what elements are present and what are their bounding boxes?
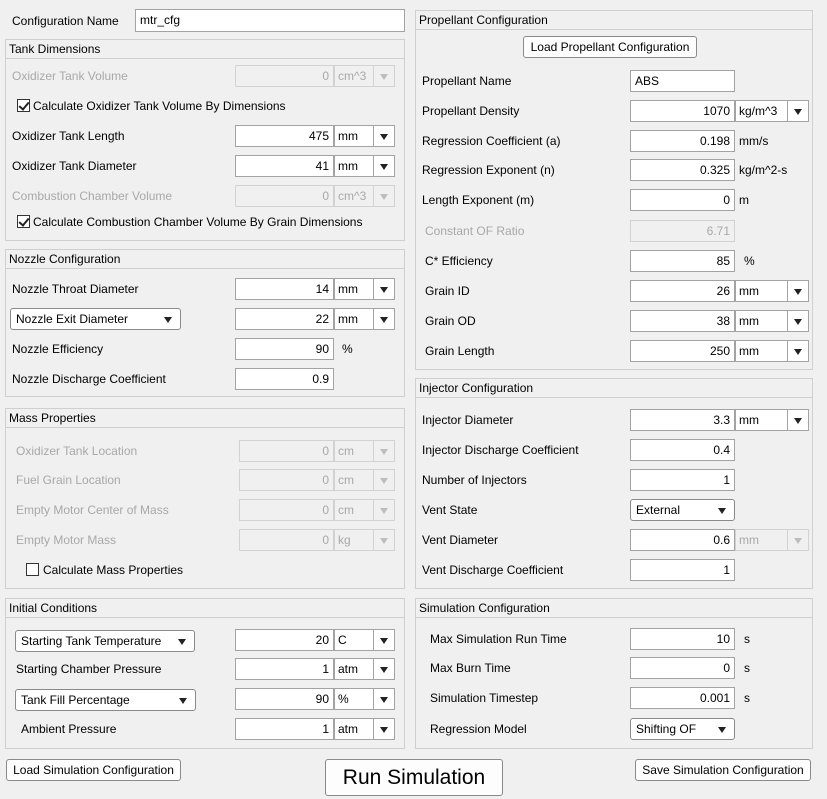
vent-discharge-input[interactable]: 1 bbox=[630, 559, 735, 581]
empty-com-input[interactable]: 0 bbox=[239, 499, 334, 521]
nozzle-title: Nozzle Configuration bbox=[6, 250, 404, 269]
nozzle-efficiency-unit: % bbox=[342, 342, 353, 356]
tank-fill-input[interactable]: 90 bbox=[235, 688, 334, 710]
calc-cc-volume-label: Calculate Combustion Chamber Volume By Grain Dimensions bbox=[33, 215, 363, 229]
ox-tank-volume-unit-text: cm^3 bbox=[338, 69, 367, 83]
grain-length-label: Grain Length bbox=[425, 344, 495, 358]
load-propellant-button[interactable]: Load Propellant Configuration bbox=[523, 36, 697, 58]
config-name-input[interactable]: mtr_cfg bbox=[135, 9, 405, 32]
ox-tank-volume-label: Oxidizer Tank Volume bbox=[12, 69, 128, 83]
chevron-down-icon bbox=[787, 410, 808, 430]
regression-coefficient-label: Regression Coefficient (a) bbox=[422, 134, 561, 148]
nozzle-exit-input[interactable]: 22 bbox=[235, 308, 334, 330]
load-simulation-button[interactable]: Load Simulation Configuration bbox=[6, 759, 181, 781]
burn-time-label: Max Burn Time bbox=[430, 661, 511, 675]
propellant-name-input[interactable]: ABS bbox=[630, 70, 735, 92]
config-name-label: Configuration Name bbox=[12, 14, 119, 28]
check-icon bbox=[18, 215, 29, 227]
chevron-down-icon bbox=[373, 470, 394, 490]
tank-fill-unit-text: % bbox=[338, 692, 349, 706]
chevron-down-icon bbox=[787, 281, 808, 301]
regression-exponent-input[interactable]: 0.325 bbox=[630, 159, 735, 181]
burn-time-input[interactable]: 0 bbox=[630, 657, 735, 679]
chevron-down-icon bbox=[787, 101, 808, 121]
ox-tank-location-unit-text: cm bbox=[338, 444, 354, 458]
propellant-density-label: Propellant Density bbox=[422, 104, 520, 118]
nozzle-exit-selector[interactable] bbox=[10, 308, 181, 330]
mass-properties-title: Mass Properties bbox=[6, 409, 404, 428]
grain-location-input[interactable]: 0 bbox=[239, 469, 334, 491]
propellant-density-unit[interactable] bbox=[735, 100, 809, 122]
injector-diameter-input[interactable]: 3.3 bbox=[630, 409, 735, 431]
ambient-pressure-unit-text: atm bbox=[338, 722, 359, 736]
grain-location-label: Fuel Grain Location bbox=[16, 473, 121, 487]
grain-od-label: Grain OD bbox=[425, 314, 476, 328]
constant-of-ratio-input[interactable]: 6.71 bbox=[630, 220, 735, 242]
calc-cc-volume-checkbox[interactable] bbox=[17, 215, 30, 228]
cc-volume-unit[interactable] bbox=[334, 185, 395, 207]
chevron-down-icon bbox=[787, 311, 808, 331]
ambient-pressure-label: Ambient Pressure bbox=[21, 722, 117, 736]
chevron-down-icon bbox=[787, 530, 808, 550]
chevron-down-icon bbox=[787, 341, 808, 361]
vent-state-dropdown-text: External bbox=[636, 503, 681, 517]
nozzle-throat-input[interactable]: 14 bbox=[235, 278, 334, 300]
cc-volume-input[interactable]: 0 bbox=[235, 185, 334, 207]
ox-tank-diameter-input[interactable]: 41 bbox=[235, 155, 334, 177]
chevron-down-icon bbox=[373, 279, 394, 299]
ambient-pressure-unit[interactable] bbox=[334, 718, 395, 740]
check-icon bbox=[18, 99, 29, 111]
run-simulation-button[interactable]: Run Simulation bbox=[325, 759, 503, 796]
ox-tank-length-label: Oxidizer Tank Length bbox=[12, 129, 125, 143]
injector-count-input[interactable]: 1 bbox=[630, 469, 735, 491]
grain-length-unit[interactable] bbox=[735, 340, 809, 362]
nozzle-efficiency-label: Nozzle Efficiency bbox=[12, 342, 104, 356]
propellant-name-label: Propellant Name bbox=[422, 74, 512, 88]
tank-fill-selector[interactable] bbox=[15, 689, 196, 711]
ox-tank-location-input[interactable]: 0 bbox=[239, 440, 334, 462]
cstar-efficiency-unit: % bbox=[744, 254, 755, 268]
vent-state-dropdown[interactable] bbox=[630, 499, 735, 521]
grain-length-input[interactable]: 250 bbox=[630, 340, 735, 362]
grain-id-unit-text: mm bbox=[739, 284, 759, 298]
empty-com-label: Empty Motor Center of Mass bbox=[16, 503, 169, 517]
grain-od-input[interactable]: 38 bbox=[630, 310, 735, 332]
initial-conditions-title: Initial Conditions bbox=[6, 599, 404, 618]
nozzle-throat-unit[interactable] bbox=[334, 278, 395, 300]
ox-tank-diameter-label: Oxidizer Tank Diameter bbox=[12, 159, 137, 173]
regression-model-dropdown-text: Shifting OF bbox=[636, 722, 697, 736]
chevron-down-icon bbox=[373, 309, 394, 329]
regression-coefficient-input[interactable]: 0.198 bbox=[630, 130, 735, 152]
save-simulation-button[interactable]: Save Simulation Configuration bbox=[635, 759, 811, 781]
calc-mass-checkbox[interactable] bbox=[26, 563, 39, 576]
empty-mass-unit[interactable] bbox=[334, 529, 395, 551]
ox-tank-location-label: Oxidizer Tank Location bbox=[16, 444, 138, 458]
injector-diameter-unit[interactable] bbox=[735, 409, 809, 431]
nozzle-throat-label: Nozzle Throat Diameter bbox=[12, 282, 139, 296]
timestep-label: Simulation Timestep bbox=[430, 691, 539, 705]
cc-volume-label: Combustion Chamber Volume bbox=[12, 189, 173, 203]
nozzle-efficiency-input[interactable]: 90 bbox=[235, 338, 334, 360]
chevron-down-icon bbox=[373, 500, 394, 520]
propellant-density-unit-text: kg/m^3 bbox=[739, 104, 778, 118]
tank-fill-unit[interactable] bbox=[334, 688, 395, 710]
timestep-unit: s bbox=[744, 691, 750, 705]
tank-temp-input[interactable]: 20 bbox=[235, 629, 334, 651]
ox-tank-diameter-unit-text: mm bbox=[338, 159, 358, 173]
grain-id-label: Grain ID bbox=[425, 284, 470, 298]
tank-fill-selector-text: Tank Fill Percentage bbox=[21, 693, 130, 707]
chevron-down-icon bbox=[373, 441, 394, 461]
propellant-density-input[interactable]: 1070 bbox=[630, 100, 735, 122]
injector-discharge-input[interactable]: 0.4 bbox=[630, 439, 735, 461]
chevron-down-icon bbox=[373, 719, 394, 739]
grain-location-unit-text: cm bbox=[338, 473, 354, 487]
ambient-pressure-input[interactable]: 1 bbox=[235, 718, 334, 740]
vent-diameter-unit-text: mm bbox=[739, 533, 759, 547]
chamber-pressure-unit[interactable] bbox=[334, 658, 395, 680]
chevron-down-icon bbox=[373, 126, 394, 146]
tank-temp-unit[interactable] bbox=[334, 629, 395, 651]
grain-od-unit-text: mm bbox=[739, 314, 759, 328]
grain-id-input[interactable]: 26 bbox=[630, 280, 735, 302]
constant-of-ratio-label: Constant OF Ratio bbox=[425, 224, 525, 238]
ox-tank-volume-unit[interactable] bbox=[334, 65, 395, 87]
injector-diameter-unit-text: mm bbox=[739, 413, 759, 427]
grain-id-unit[interactable] bbox=[735, 280, 809, 302]
injector-count-label: Number of Injectors bbox=[422, 473, 527, 487]
ox-tank-length-unit-text: mm bbox=[338, 129, 358, 143]
run-time-label: Max Simulation Run Time bbox=[430, 632, 567, 646]
length-exponent-unit: m bbox=[739, 193, 749, 207]
ox-tank-volume-input[interactable]: 0 bbox=[235, 65, 334, 87]
vent-diameter-unit[interactable] bbox=[735, 529, 809, 551]
injector-diameter-label: Injector Diameter bbox=[422, 413, 514, 427]
chevron-down-icon bbox=[373, 659, 394, 679]
ox-tank-diameter-unit[interactable] bbox=[334, 155, 395, 177]
chevron-down-icon bbox=[718, 508, 726, 514]
chevron-down-icon bbox=[373, 630, 394, 650]
empty-mass-input[interactable]: 0 bbox=[239, 529, 334, 551]
calc-ox-volume-label: Calculate Oxidizer Tank Volume By Dimensions bbox=[33, 99, 286, 113]
tank-temp-selector-text: Starting Tank Temperature bbox=[21, 634, 162, 648]
nozzle-exit-selector-text: Nozzle Exit Diameter bbox=[16, 312, 129, 326]
chamber-pressure-label: Starting Chamber Pressure bbox=[16, 662, 162, 676]
burn-time-unit: s bbox=[744, 661, 750, 675]
chevron-down-icon bbox=[718, 727, 726, 733]
injector-discharge-label: Injector Discharge Coefficient bbox=[422, 443, 579, 457]
chevron-down-icon bbox=[373, 156, 394, 176]
chevron-down-icon bbox=[179, 698, 187, 704]
empty-com-unit-text: cm bbox=[338, 503, 354, 517]
regression-model-dropdown[interactable] bbox=[630, 718, 735, 740]
simulation-title: Simulation Configuration bbox=[416, 599, 812, 618]
regression-model-label: Regression Model bbox=[430, 722, 527, 736]
propellant-title: Propellant Configuration bbox=[416, 11, 812, 30]
chamber-pressure-unit-text: atm bbox=[338, 662, 359, 676]
cstar-efficiency-label: C* Efficiency bbox=[425, 254, 493, 268]
empty-mass-unit-text: kg bbox=[338, 533, 351, 547]
length-exponent-input[interactable]: 0 bbox=[630, 189, 735, 211]
injector-title: Injector Configuration bbox=[416, 379, 812, 398]
nozzle-throat-unit-text: mm bbox=[338, 282, 358, 296]
vent-diameter-input[interactable]: 0.6 bbox=[630, 529, 735, 551]
calc-ox-volume-checkbox[interactable] bbox=[17, 99, 30, 112]
grain-od-unit[interactable] bbox=[735, 310, 809, 332]
chevron-down-icon bbox=[373, 530, 394, 550]
grain-length-unit-text: mm bbox=[739, 344, 759, 358]
calc-mass-label: Calculate Mass Properties bbox=[43, 563, 184, 577]
empty-mass-label: Empty Motor Mass bbox=[16, 533, 117, 547]
grain-location-unit[interactable] bbox=[334, 469, 395, 491]
nozzle-exit-unit-text: mm bbox=[338, 312, 358, 326]
regression-coefficient-unit: mm/s bbox=[739, 134, 769, 148]
ox-tank-location-unit[interactable] bbox=[334, 440, 395, 462]
nozzle-discharge-label: Nozzle Discharge Coefficient bbox=[12, 372, 166, 386]
ox-tank-length-unit[interactable] bbox=[334, 125, 395, 147]
vent-diameter-label: Vent Diameter bbox=[422, 533, 499, 547]
cc-volume-unit-text: cm^3 bbox=[338, 189, 367, 203]
length-exponent-label: Length Exponent (m) bbox=[422, 193, 535, 207]
chevron-down-icon bbox=[178, 639, 186, 645]
vent-discharge-label: Vent Discharge Coefficient bbox=[422, 563, 564, 577]
chevron-down-icon bbox=[373, 186, 394, 206]
run-time-unit: s bbox=[744, 632, 750, 646]
tank-dimensions-title: Tank Dimensions bbox=[6, 40, 404, 59]
chevron-down-icon bbox=[164, 317, 172, 323]
chevron-down-icon bbox=[373, 66, 394, 86]
regression-exponent-unit: kg/m^2-s bbox=[739, 163, 788, 177]
empty-com-unit[interactable] bbox=[334, 499, 395, 521]
cstar-efficiency-input[interactable]: 85 bbox=[630, 250, 735, 272]
timestep-input[interactable]: 0.001 bbox=[630, 687, 735, 709]
nozzle-discharge-input[interactable]: 0.9 bbox=[235, 368, 334, 390]
regression-exponent-label: Regression Exponent (n) bbox=[422, 163, 555, 177]
tank-temp-selector[interactable] bbox=[15, 630, 195, 652]
chevron-down-icon bbox=[373, 689, 394, 709]
run-time-input[interactable]: 10 bbox=[630, 628, 735, 650]
nozzle-exit-unit[interactable] bbox=[334, 308, 395, 330]
ox-tank-length-input[interactable]: 475 bbox=[235, 125, 334, 147]
chamber-pressure-input[interactable]: 1 bbox=[235, 658, 334, 680]
tank-temp-unit-text: C bbox=[338, 633, 347, 647]
vent-state-label: Vent State bbox=[422, 503, 478, 517]
